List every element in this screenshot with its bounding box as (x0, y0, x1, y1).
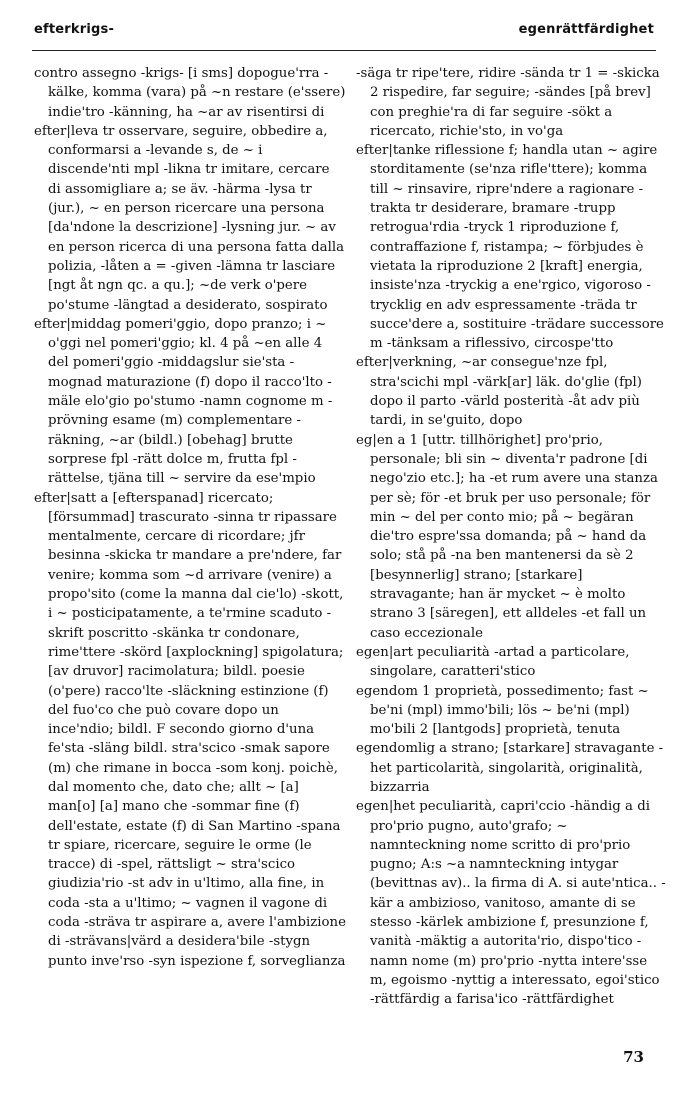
running-head-left: efterkrigs- (34, 22, 115, 37)
dictionary-entry: efter|middag pomeri'ggio, dopo pranzo; i ~ o'ggi nel pomeri'ggio; kl. 4 på ~en alle 4 del pomeri'ggio -middagslur sie'sta -mognad maturazione (f) dopo il racco'lto -mäle elo'gio po'stumo -namn cognome m -prövning esame (m) complementare -räkning, ~ar (bildl.) [obehag] brutte sorprese fpl -rätt dolce m, frutta fpl -rättelse, tjäna till ~ servire da ese'mpio (34, 316, 333, 487)
dictionary-entry: efter|verkning, ~ar consegue'nze fpl, stra'scichi mpl -värk[ar] läk. do'glie (fpl) dopo il parto -värld posterità -åt adv più tardi, in se'guito, dopo (356, 355, 642, 429)
dictionary-entry: egen|het peculiarità, capri'ccio -händig a di pro'prio pugno, auto'grafo; ~ namnteckning nome scritto di pro'prio pugno; A:s ~a namnteckning intygar (bevittnas av).. la firma di A. si aute'ntica.. -kär a ambizioso, vanitoso, amante di se stesso -kärlek ambizione f, presunzione f, vanità -mäktig a autorita'rio, dispo'tico -namn nome (m) pro'prio -nytta intere'sse m, egoismo -nyttig a interessato, egoi'stico -rättfärdig a farisa'ico -rättfärdighet (356, 799, 666, 1008)
dictionary-entry: efter|tanke riflessione f; handla utan ~ agire storditamente (se'nza rifle'ttere); komma till ~ rinsavire, ripre'ndere a ragionare -trakta tr desiderare, bramare -trupp retrogua'rdia -tryck 1 riproduzione f, contraffazione f, ristampa; ~ förbjudes è vietata la riproduzione 2 [kraft] energia, insiste'nza -tryckig a ene'rgico, vigoroso -trycklig en adv espressamente -träda tr succe'dere a, sostituire -trädare successore m -tänksam a riflessivo, circospe'tto (356, 143, 664, 352)
dictionary-entry: efter|satt a [efterspanad] ricercato; [försummad] trascurato -sinna tr ripassare mentalmente, cercare di ricordare; jfr besinna -skicka tr mandare a pre'ndere, far venire; komma som ~d arrivare (venire) a propo'sito (come la manna dal cie'lo) -skott, i ~ posticipatamente, a te'rmine scaduto -skrift poscritto -skänka tr condonare, rime'ttere -skörd [axplockning] spigolatura; [av druvor] racimolatura; bildl. poesie (o'pere) racco'lte -släckning estinzione (f) del fuo'co che può covare dopo un ince'ndio; bildl. F secondo giorno d'una fe'sta -släng bildl. stra'scico -smak sapore (m) che rimane in bocca -som konj. poichè, dal momento che, dato che; allt ~ [a] man[o] [a] mano che -sommar fine (f) dell'estate, estate (f) di San Martino -spana tr spiare, ricercare, seguire le orme (le tracce) di -spel, rättsligt ~ stra'scico giudizia'rio -st adv in u'ltimo, alla fine, in coda -sta a u'ltimo; ~ vagnen il vagone di coda -sträva tr aspirare a, avere l'ambizione di -strävans|värd a desidera'bile -stygn punto inve'rso -syn ispezione f, sorveglianza (34, 490, 346, 969)
dictionary-entry: egen|art peculiarità -artad a particolare, singolare, caratteri'stico (356, 644, 630, 680)
dictionary-entry: contro assegno -krigs- [i sms] dopogue'rra -kälke, komma (vara) på ~n restare (e'ssere) indie'tro -känning, ha ~ar av risentirsi di (34, 66, 346, 120)
header-rule (32, 50, 656, 51)
dictionary-entry: egendom 1 proprietà, possedimento; fast ~ be'ni (mpl) immo'bili; lös ~ be'ni (mpl) mo'bili 2 [lantgods] proprietà, tenuta (356, 683, 649, 738)
left-column (34, 64, 346, 971)
dictionary-entry: egendomlig a strano; [starkare] stravagante -het particolarità, singolarità, originalità, bizzarria (356, 741, 664, 795)
page-number: 73 (623, 1048, 644, 1066)
running-head-right: egenrättfärdighet (518, 22, 654, 37)
dictionary-entry: efter|leva tr osservare, seguire, obbedire a, conformarsi a -levande s, de ~ i discende'nti mpl -likna tr imitare, cercare di assomigliare a; se äv. -härma -lysa tr (jur.), ~ en person ricercare una persona [da'ndone la descrizione] -lysning jur. ~ av en person ricerca di una persona fatta dalla polizia, -låten a = -given -lämna tr lasciare [ngt åt ngn qc. a qu.]; ~de verk o'pere po'stume -längtad a desiderato, sospirato (34, 123, 345, 313)
dictionary-entry: eg|en a 1 [uttr. tillhörighet] pro'prio, personale; bli sin ~ diventa'r padrone [di nego'zio etc.]; ha -et rum avere una stanza per sè; för -et bruk per uso personale; för min ~ del per conto mio; på ~ begäran die'tro espre'ssa domanda; på ~ hand da solo; stå på -na ben mantenersi da sè 2 [besynnerlig] strano; [starkare] stravagante; han är mycket ~ è molto strano 3 [säregen], ett alldeles -et fall un caso eccezionale (356, 432, 658, 641)
dictionary-entry: -säga tr ripe'tere, ridire -sända tr 1 = -skicka 2 rispedire, far seguire; -sändes [på brev] con preghie'ra di far seguire -sökt a ricercato, richie'sto, in vo'ga (356, 66, 660, 139)
right-column (356, 64, 668, 1010)
